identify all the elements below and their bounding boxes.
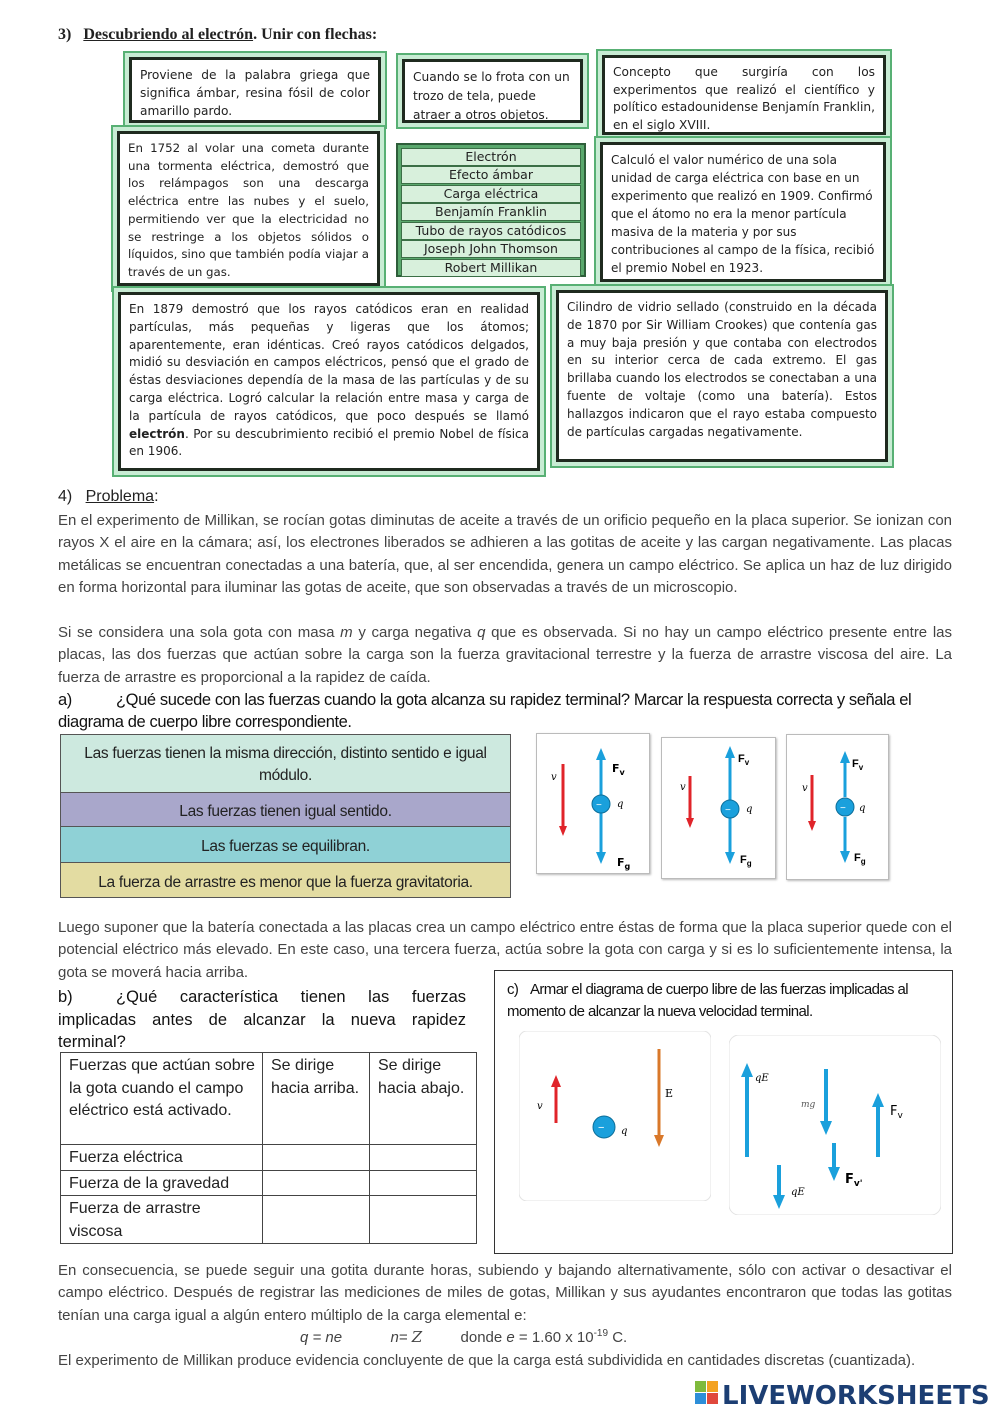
answer-option[interactable]: Las fuerzas tienen igual sentido. bbox=[61, 793, 510, 827]
svg-text:qE: qE bbox=[791, 1187, 805, 1198]
card-cathode-tube[interactable]: Cilindro de vidrio sellado (construido en la década de 1870 por Sir William Crookes) que contenía gas a muy baja presión y que contaba con electrodos en su interior cerca de cada extremo. El gas brillaba cuando los electrodos se conectaban a una fuente de voltaje (como una batería). Estos hallazgos indicaron que el rayo estaba compuesto de partículas cargadas negativamente. bbox=[556, 290, 888, 462]
svg-text:mg: mg bbox=[801, 1100, 816, 1110]
table-header: Fuerzas que actúan sobre la gota cuando el campo eléctrico está activado. bbox=[61, 1053, 263, 1145]
logo-mark bbox=[695, 1377, 995, 1409]
term-item[interactable]: Efecto ámbar bbox=[401, 166, 581, 184]
svg-text:q: q bbox=[746, 804, 753, 815]
card-thomson[interactable]: En 1879 demostró que los rayos catódicos eran en realidad partículas, más pequeñas y ligeras que los átomos; aparentemente, eran idénticas. Creó rayos catódicos delgados, midió su desviación en campos eléctricos, pensó que el grado de éstas desviaciones dependía de la masa de las partículas y de su carga eléctrica. Logró calcular la relación entre masa y carga de la partícula de rayos catódicos, que poco después se llamó electrón. Por su descubrimiento recibió el premio Nobel de física en 1906. bbox=[118, 292, 540, 471]
paragraph-5: El experimento de Millikan produce evidencia concluyente de que la carga está subdividida en cantidades discretas (cuantizada). bbox=[58, 1352, 916, 1369]
title-underlined: Descubriendo al electrón bbox=[83, 26, 254, 43]
table-row-label: Fuerza eléctrica bbox=[61, 1145, 263, 1171]
diagram-option-3[interactable] bbox=[786, 734, 889, 880]
svg-text:v: v bbox=[551, 772, 557, 783]
svg-text:Fg: $F_g$ bbox=[740, 854, 752, 868]
table-cell-down[interactable] bbox=[370, 1196, 477, 1244]
title-rest: . Unir con flechas: bbox=[253, 26, 378, 43]
svg-text:Fv: $F_v$ bbox=[852, 758, 864, 772]
free-body-diagram bbox=[537, 734, 651, 875]
section-3-title bbox=[58, 26, 377, 44]
paragraph-4: En consecuencia, se puede seguir una gotita durante horas, subiendo y bajando alternativamente, sólo con activar o desactivar el campo eléctrico. Después de registrar las mediciones de miles de gotas, Millikan y sus ayudantes encontraron que todas las gotitas tenían una carga igual a algún entero múltiplo de la carga elemental e: bbox=[58, 1262, 952, 1324]
card-millikan[interactable]: Calculó el valor numérico de una sola unidad de carga eléctrica con base en un experimento que realizó en 1909. Confirmó que el átomo no era la menor partícula masiva de la materia y por sus contribuciones al campo de la física, recibió el premio Nobel en 1923. bbox=[600, 142, 886, 282]
free-body-diagram bbox=[662, 738, 777, 880]
question-b: b) ¿Qué característica tienen las fuerzas implicadas antes de alcanzar la nueva rapidez terminal? bbox=[58, 988, 466, 1051]
term-item[interactable]: Tubo de rayos catódicos bbox=[401, 222, 581, 240]
term-item[interactable]: Joseph John Thomson bbox=[401, 240, 581, 258]
table-cell-down[interactable] bbox=[370, 1170, 477, 1196]
answer-option[interactable]: La fuerza de arrastre es menor que la fuerza gravitatoria. bbox=[61, 863, 510, 897]
table-cell-down[interactable] bbox=[370, 1145, 477, 1171]
diagram-option-1[interactable] bbox=[536, 733, 650, 874]
card-amber-origin[interactable]: Proviene de la palabra griega que significa ámbar, resina fósil de color amarillo pardo. bbox=[129, 57, 381, 123]
svg-text:Fv: $F_v$ bbox=[612, 762, 625, 777]
free-body-diagram bbox=[787, 735, 890, 881]
table-cell-up[interactable] bbox=[263, 1170, 370, 1196]
card-concept-franklin[interactable]: Concepto que surgiría con los experimentos que realizó el científico y político estadounidense Benjamín Franklin, en el siglo XVIII. bbox=[602, 55, 886, 135]
card-kite[interactable]: En 1752 al volar una cometa durante una tormenta eléctrica, demostró que los relámpagos son una descarga eléctrica entre las nubes y el suelo, permitiendo ver que la electricidad no se restringe a los objetos sólidos o líquidos, sino que también podía viajar a través de un gas. bbox=[117, 131, 380, 286]
term-item[interactable]: Carga eléctrica bbox=[401, 185, 581, 203]
term-item[interactable]: Robert Millikan bbox=[401, 259, 581, 277]
term-item[interactable]: Electrón bbox=[401, 148, 581, 166]
svg-text:Fg: $F_g$ bbox=[854, 852, 866, 866]
svg-text:v: v bbox=[680, 782, 686, 793]
paragraph-2: Si se considera una sola gota con masa m y carga negativa q que es observada. Si no hay un campo eléctrico presente entre las placas, las dos fuerzas que actúan sobre la carga son la fuerza gravitacional terrestre y la fuerza de arrastre viscosa del aire. La fuerza de arrastre es proporcional a la rapidez de caída. bbox=[58, 624, 952, 686]
question-c-box bbox=[494, 970, 953, 1254]
card-cloth-rub[interactable]: Cuando se lo frota con un trozo de tela, puede atraer a otros objetos. bbox=[402, 59, 583, 123]
svg-text:−: − bbox=[840, 803, 846, 814]
table-row-label: Fuerza de la gravedad bbox=[61, 1170, 263, 1196]
terms-list bbox=[396, 143, 586, 277]
question-a: a) ¿Qué sucede con las fuerzas cuando la gota alcanza su rapidez terminal? Marcar la respuesta correcta y señala el diagrama de cuerpo libre correspondiente. bbox=[58, 691, 912, 731]
svg-text:−: − bbox=[596, 800, 602, 811]
forces-palette bbox=[729, 1035, 941, 1215]
section-4-title: 4) Problema: bbox=[58, 488, 159, 505]
table-header: Se dirige hacia arriba. bbox=[263, 1053, 370, 1145]
answer-options bbox=[60, 734, 511, 898]
svg-text:q: q bbox=[621, 1126, 628, 1137]
svg-text:v: v bbox=[537, 1101, 543, 1112]
svg-text:LIVEWORKSHEETS: LIVEWORKSHEETS bbox=[722, 1381, 990, 1409]
table-cell-up[interactable] bbox=[263, 1145, 370, 1171]
answer-option[interactable]: Las fuerzas se equilibran. bbox=[61, 827, 510, 863]
svg-text:Fv': $F_{v'}$ bbox=[845, 1172, 863, 1189]
formula: q = ne n= Z donde e = 1.60 x $10^{-19}$ C. bbox=[300, 1328, 628, 1346]
answer-option[interactable]: Las fuerzas tienen la misma dirección, distinto sentido e igual módulo. bbox=[61, 735, 510, 793]
paragraph-3: Luego suponer que la batería conectada a las placas crea un campo eléctrico entre éstas de forma que la placa superior quede con el potencial eléctrico más elevado. En este caso, una tercera fuerza, actúa sobre la gota con carga y si es lo suficientemente intensa, la gota se moverá hacia arriba. bbox=[58, 919, 952, 981]
svg-text:qE: qE bbox=[755, 1073, 769, 1084]
term-item[interactable]: Benjamín Franklin bbox=[401, 203, 581, 221]
svg-text:−: − bbox=[598, 1122, 605, 1134]
svg-text:Fg: $F_g$ bbox=[617, 856, 631, 871]
paragraph-1: En el experimento de Millikan, se rocían gotas diminutas de aceite a través de un orificio pequeño en la placa superior. Se ionizan con rayos X el aire en la cámara; así, los electrones liberados se adhieren a las gotitas de aceite y las cargan negativamente. Las placas metálicas se encuentran conectadas a una batería, que, al ser encendida, genera un campo eléctrico. Se aplica un haz de luz dirigido en forma horizontal para iluminar las gotas de aceite, que son observadas a través de un microscopio. bbox=[58, 512, 952, 597]
svg-text:Fv: $F_v$ bbox=[738, 753, 750, 767]
svg-text:Fv: $F_v$ bbox=[890, 1104, 903, 1121]
section-number: 3) bbox=[58, 26, 72, 43]
liveworksheets-logo bbox=[695, 1377, 995, 1409]
diagram-option-2[interactable] bbox=[661, 737, 776, 879]
drop-field-diagram bbox=[519, 1031, 711, 1201]
table-header: Se dirige hacia abajo. bbox=[370, 1053, 477, 1145]
table-row-label: Fuerza de arrastre viscosa bbox=[61, 1196, 263, 1244]
svg-text:−: − bbox=[725, 805, 731, 816]
svg-text:q: q bbox=[859, 803, 866, 814]
problem-title: Problema bbox=[85, 488, 155, 505]
forces-table bbox=[60, 1052, 477, 1244]
svg-text:q: q bbox=[617, 799, 624, 810]
svg-text:E: E bbox=[665, 1087, 674, 1100]
question-c: c) Armar el diagrama de cuerpo libre de las fuerzas implicadas al momento de alcanzar la nueva velocidad terminal. bbox=[507, 981, 908, 1020]
table-cell-up[interactable] bbox=[263, 1196, 370, 1244]
svg-text:v: v bbox=[802, 783, 808, 794]
bold-electron: electrón bbox=[129, 426, 185, 441]
